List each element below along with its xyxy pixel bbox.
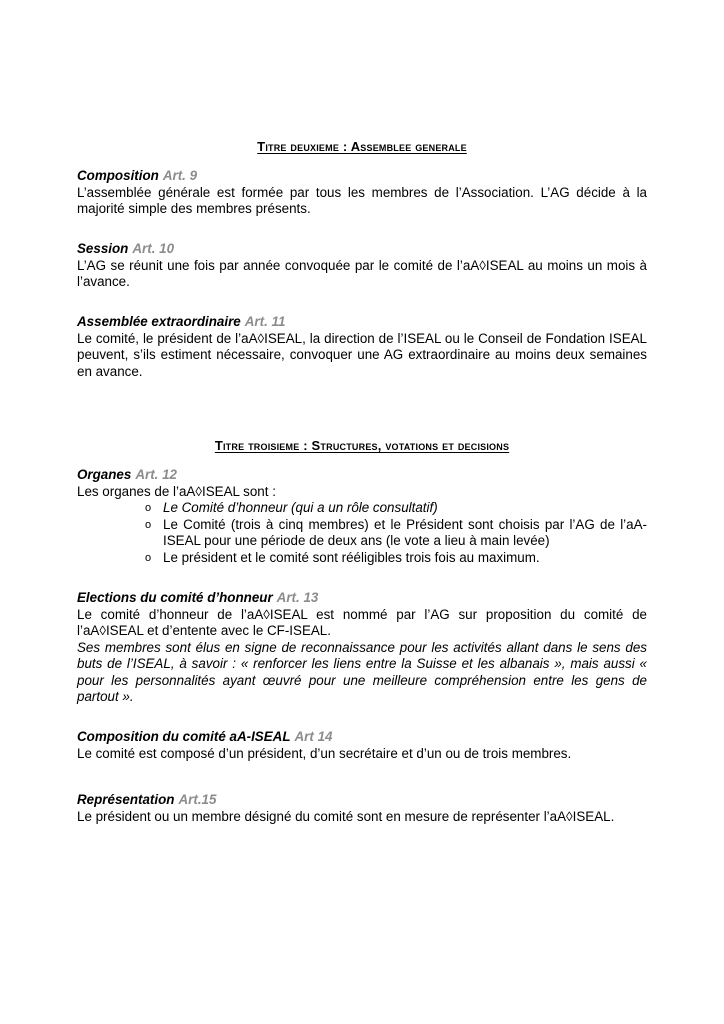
list-item xyxy=(77,517,647,550)
article-heading xyxy=(77,241,647,258)
list-item xyxy=(77,500,647,517)
article-number: Art. 10 xyxy=(132,241,175,256)
article-text: Le comité, le président de l’aA◊ISEAL, la direction de l’ISEAL ou le Conseil de Fondation ISEAL peuvent, s’ils estiment nécessaire, convoquer une AG extraordinaire au moins deux semaines en avance. xyxy=(77,330,647,379)
bullet-circle-icon: o xyxy=(145,518,152,531)
article-heading xyxy=(77,729,647,746)
article-number: Art 14 xyxy=(294,729,333,744)
article-heading xyxy=(77,792,647,809)
list-item-text: Le Comité (trois à cinq membres) et le Président sont choisis par l’AG de l’aA-ISEAL pour une période de deux ans (le vote a lieu à main levée) xyxy=(163,516,647,548)
article-intro: Les organes de l’aA◊ISEAL sont : xyxy=(77,483,276,499)
article-heading xyxy=(77,467,647,484)
article-text: Le comité est composé d’un président, d’un secrétaire et d’un ou de trois membres. xyxy=(77,745,572,761)
article-italic-text: Ses membres sont élus en signe de reconnaissance pour les activités allant dans le sens des buts de l’ISEAL, à savoir : « renforcer les liens entre la Suisse et les albanais », mais aussi « pour les personnalités ayant œuvré pour une meilleure compréhension entre les gens de partout ». xyxy=(77,639,647,704)
section-title-troisieme: Titre troisieme : Structures, votations et decisions xyxy=(214,438,510,453)
list-item xyxy=(77,550,647,567)
list-item-text: Le président et le comité sont rééligibles trois fois au maximum. xyxy=(163,549,540,565)
article-heading-label: Composition du comité aA-ISEAL xyxy=(77,729,291,744)
article-text: Le président ou un membre désigné du comité sont en mesure de représenter l’aA◊ISEAL. xyxy=(77,808,615,824)
article-number: Art. 9 xyxy=(162,168,198,183)
article-text: Le comité d’honneur de l’aA◊ISEAL est nommé par l’AG sur proposition du comité de l’aA◊ISEAL et d’entente avec le CF-ISEAL. xyxy=(77,606,647,638)
article-9 xyxy=(77,168,647,218)
article-heading-label: Représentation xyxy=(77,792,175,807)
article-12 xyxy=(77,467,647,566)
article-heading-label: Elections du comité d’honneur xyxy=(77,590,273,605)
article-number: Art. 12 xyxy=(135,467,178,482)
article-text: L’assemblée générale est formée par tous les membres de l’Association. L’AG décide à la majorité simple des membres présents. xyxy=(77,184,647,216)
article-number: Art. 11 xyxy=(244,314,286,329)
article-14 xyxy=(77,729,647,762)
article-heading-label: Session xyxy=(77,241,129,256)
article-heading xyxy=(77,590,647,607)
article-text: L’AG se réunit une fois par année convoquée par le comité de l’aA◊ISEAL au moins un mois à l’avance. xyxy=(77,257,647,289)
article-heading-label: Composition xyxy=(77,168,159,183)
article-number: Art. 13 xyxy=(276,590,319,605)
article-13 xyxy=(77,590,647,706)
article-10 xyxy=(77,241,647,291)
article-number: Art.15 xyxy=(178,792,217,807)
section-title-deuxieme: Titre deuxieme : Assemblee generale xyxy=(257,139,467,154)
list-item-text: Le Comité d’honneur (qui a un rôle consultatif) xyxy=(163,500,438,515)
article-heading xyxy=(77,314,647,331)
organes-list xyxy=(77,500,647,566)
bullet-circle-icon: o xyxy=(145,502,152,514)
article-11 xyxy=(77,314,647,380)
article-heading-label: Organes xyxy=(77,467,132,482)
article-heading-label: Assemblée extraordinaire xyxy=(77,314,241,329)
article-15 xyxy=(77,792,647,825)
article-heading xyxy=(77,168,647,185)
bullet-circle-icon: o xyxy=(145,551,152,564)
